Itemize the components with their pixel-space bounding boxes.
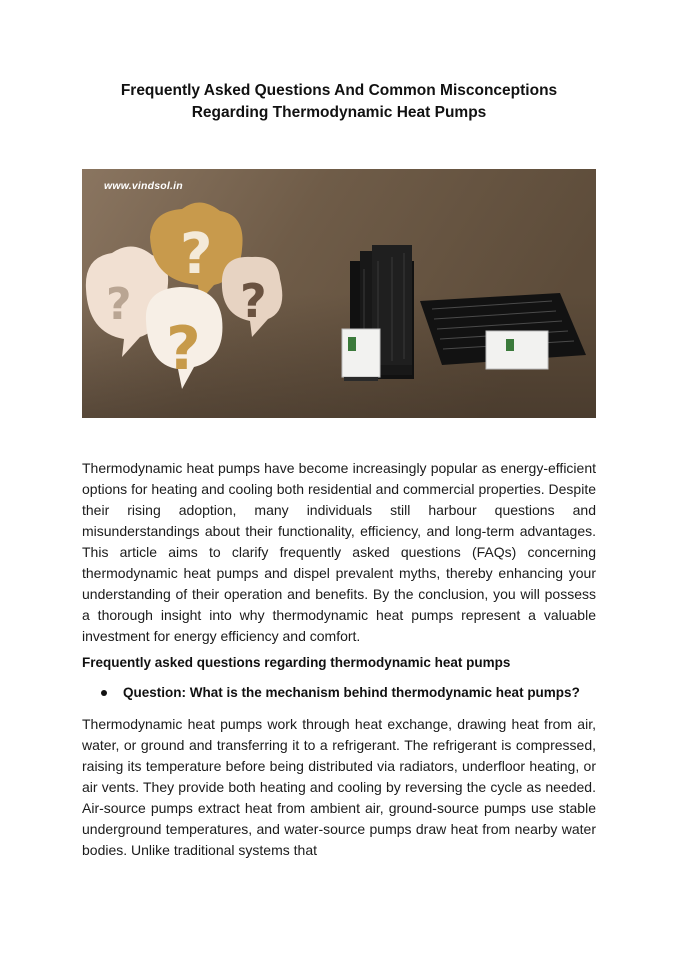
faq-question-1 xyxy=(101,685,580,700)
faq-heading: Frequently asked questions regarding thermodynamic heat pumps xyxy=(82,655,511,670)
question-text: Question: What is the mechanism behind thermodynamic heat pumps? xyxy=(123,685,580,700)
heat-pump-unit-left xyxy=(342,329,380,381)
svg-text:?: ? xyxy=(240,274,267,328)
bullet-icon xyxy=(101,690,107,696)
page-title xyxy=(82,80,596,124)
title-line-1: Frequently Asked Questions And Common Misconceptions xyxy=(120,82,558,99)
hero-watermark: www.vindsol.in xyxy=(104,180,183,192)
heat-pump-unit-right xyxy=(486,331,548,369)
svg-text:?: ? xyxy=(166,314,201,384)
answer-paragraph-1: Thermodynamic heat pumps work through heat exchange, drawing heat from air, water, or ground and transferring it to a refrigerant. The refrigerant is compressed, raising its temperature before being distributed via radiators, underfloor heating, or air vents. They provide both heating and cooling by reversing the cycle as needed. Air-source pumps extract heat from ambient air, ground-source pumps use stable underground temperatures, and water-source pumps draw heat from nearby water bodies. Unlike traditional systems that xyxy=(82,716,596,858)
title-line-2: Regarding Thermodynamic Heat Pumps xyxy=(191,104,487,121)
svg-text:?: ? xyxy=(180,222,213,287)
svg-text:?: ? xyxy=(106,279,132,330)
hero-illustration xyxy=(82,169,596,418)
hero-image xyxy=(82,169,596,418)
intro-paragraph: Thermodynamic heat pumps have become increasingly popular as energy-efficient options for heating and cooling both residential and commercial properties. Despite their rising adoption, many individuals still harbour questions and misunderstandings about their functionality, efficiency, and long-term advantages. This article aims to clarify frequently asked questions (FAQs) concerning thermodynamic heat pumps and dispel prevalent myths, thereby enhancing your understanding of their operation and benefits. By the conclusion, you will possess a thorough insight into why thermodynamic heat pumps represent a valuable investment for energy efficiency and comfort. xyxy=(82,460,596,644)
